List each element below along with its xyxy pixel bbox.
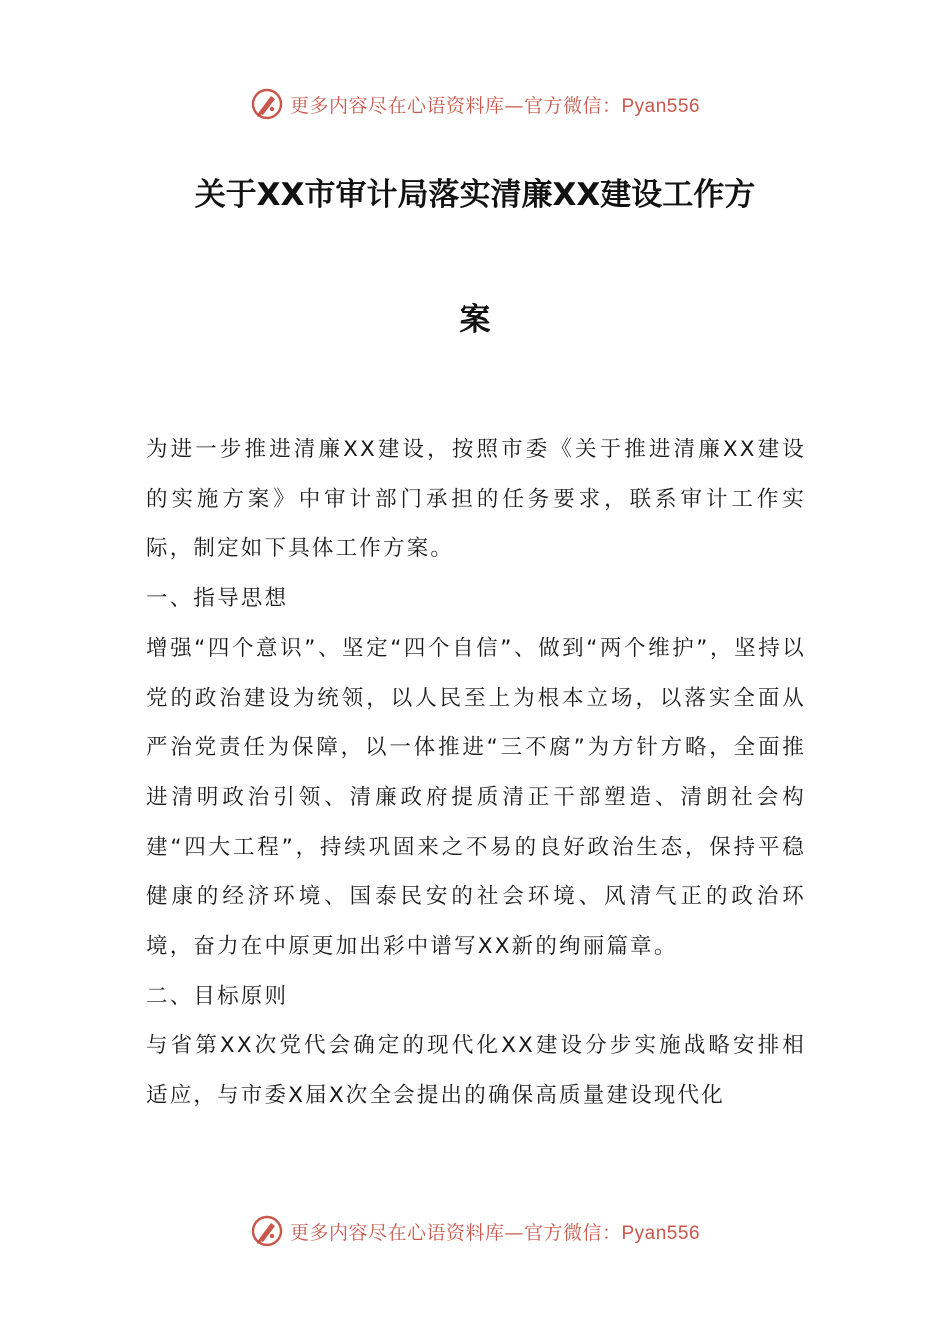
- goals-principles-paragraph: 与省第XX次党代会确定的现代化XX建设分步实施战略安排相适应，与市委X届X次全会提出的确保高质量建设现代化: [146, 1033, 806, 1109]
- document-body: [146, 425, 806, 1121]
- guiding-ideology-paragraph: 增强“四个意识”、坚定“四个自信”、做到“两个维护”，坚持以党的政治建设为统领，以人民至上为根本立场，以落实全面从严治党责任为保障，以一体推进“三不腐”为方针方略，全面推进清明政治引领、清廉政府提质清正干部塑造、清朗社会构建“四大工程”，持续巩固来之不易的良好政治生态，保持平稳健康的经济环境、国泰民安的社会环境、风清气正的政治环境，奋力在中原更加出彩中谱写XX新的绚丽篇章。: [146, 635, 806, 960]
- pen-seal-icon: [250, 1214, 284, 1248]
- watermark-wechat-id: Pyan556: [621, 1222, 701, 1244]
- watermark-wechat-id: Pyan556: [621, 95, 701, 117]
- document-title-line-1: 关于XX市审计局落实清廉XX建设工作方: [194, 177, 756, 213]
- section-heading-guiding-ideology: 一、指导思想: [146, 586, 289, 612]
- pen-seal-icon: [250, 87, 284, 121]
- watermark-label: 更多内容尽在心语资料库—官方微信：: [289, 94, 622, 117]
- section-heading-goals-principles: 二、目标原则: [146, 983, 289, 1009]
- watermark-text: [290, 91, 700, 118]
- watermark-label: 更多内容尽在心语资料库—官方微信：: [289, 1221, 622, 1244]
- watermark-banner-bottom: [0, 1211, 950, 1251]
- document-title-line-2: 案: [459, 302, 491, 338]
- intro-paragraph: 为进一步推进清廉XX建设，按照市委《关于推进清廉XX建设的实施方案》中审计部门承担的任务要求，联系审计工作实际，制定如下具体工作方案。: [146, 437, 806, 562]
- watermark-text: [290, 1218, 700, 1245]
- watermark-banner-top: [0, 84, 950, 124]
